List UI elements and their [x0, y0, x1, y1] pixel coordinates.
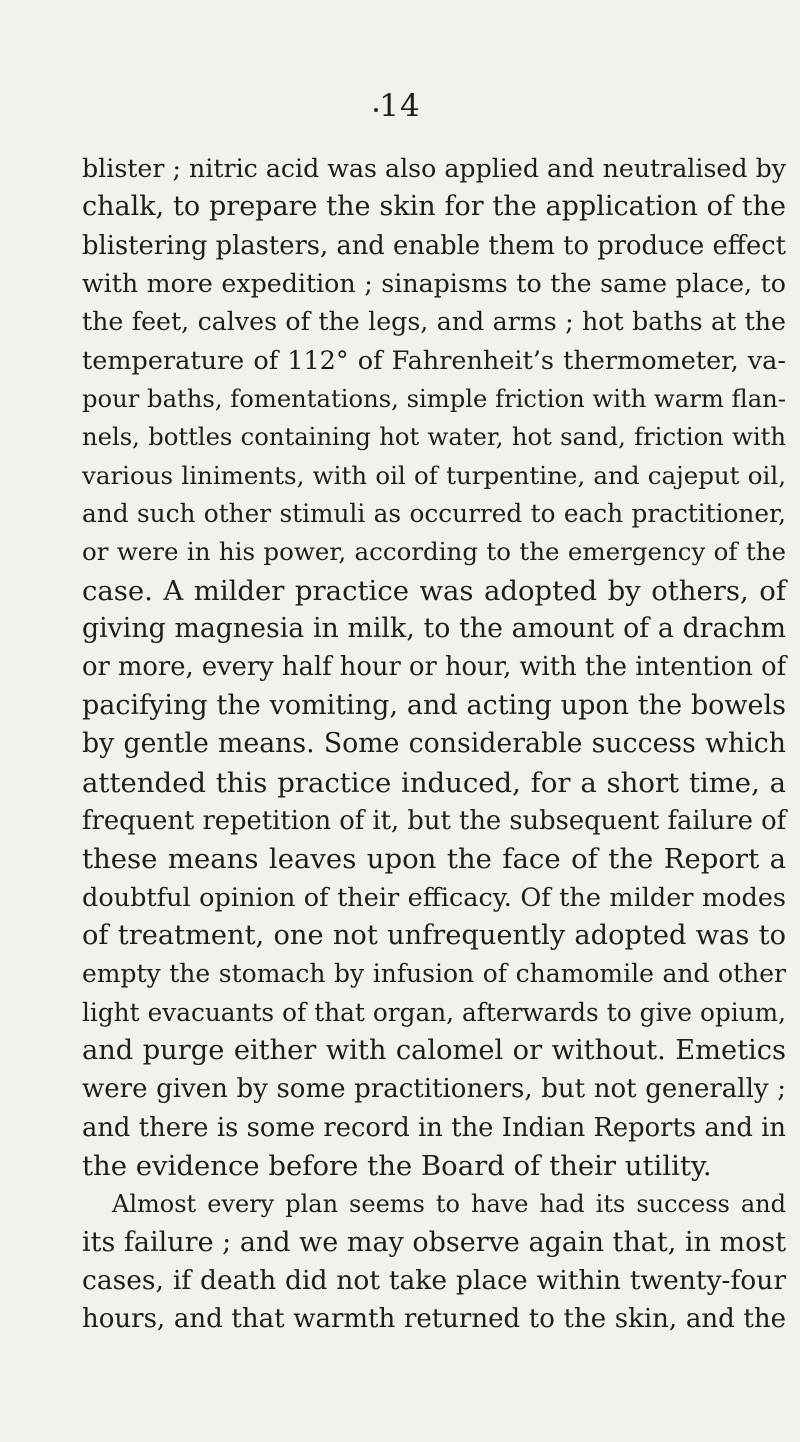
- text-line: its failure ; and we may observe again that, in most: [82, 1226, 787, 1258]
- text-line: these means leaves upon the face of the Report a: [82, 843, 786, 876]
- paragraph-first-line: Almost every plan seems to have had its success and: [112, 1190, 786, 1219]
- text-line: of treatment, one not unfrequently adopted was to: [82, 919, 786, 951]
- text-line: and such other stimuli as occurred to each practitioner,: [82, 499, 786, 529]
- text-line: blistering plasters, and enable them to produce effect: [82, 230, 786, 261]
- text-line: the evidence before the Board of their utility.: [82, 1149, 712, 1182]
- text-line: were given by some practitioners, but not generally ;: [82, 1074, 786, 1105]
- text-line: cases, if death did not take place within twenty-four: [82, 1264, 786, 1296]
- text-line: light evacuants of that organ, afterwards to give opium,: [82, 997, 786, 1027]
- text-line: pour baths, fomentations, simple friction with warm flan-: [82, 384, 786, 414]
- text-line: and purge either with calomel or without. Emetics: [82, 1034, 786, 1066]
- page-number: [0, 86, 800, 126]
- text-line: frequent repetition of it, but the subsequent failure of: [82, 805, 787, 836]
- text-line: and there is some record in the Indian Reports and in: [82, 1112, 786, 1143]
- text-line: pacifying the vomiting, and acting upon the bowels: [82, 689, 786, 721]
- text-line: attended this practice induced, for a short time, a: [82, 766, 786, 799]
- text-line: or were in his power, according to the emergency of the: [82, 537, 786, 567]
- text-line: with more expedition ; sinapisms to the same place, to: [82, 269, 786, 299]
- text-line: or more, every half hour or hour, with the intention of: [82, 652, 787, 683]
- text-line: doubtful opinion of their efficacy. Of the milder modes: [82, 882, 786, 913]
- text-line: nels, bottles containing hot water, hot sand, friction with: [82, 422, 786, 452]
- text-line: by gentle means. Some considerable success which: [82, 728, 786, 760]
- text-line: chalk, to prepare the skin for the application of the: [82, 191, 786, 223]
- page-number-text: 14: [379, 88, 421, 124]
- body-text: [82, 150, 786, 1339]
- text-line: empty the stomach by infusion of chamomile and other: [82, 959, 786, 989]
- text-line: various liniments, with oil of turpentine, and cajeput oil,: [82, 460, 786, 490]
- text-line: blister ; nitric acid was also applied and neutralised by: [82, 154, 786, 183]
- text-line: temperature of 112° of Fahrenheit’s thermometer, va-: [82, 345, 786, 376]
- stray-dot-mark: [374, 108, 378, 112]
- text-line: the feet, calves of the legs, and arms ; hot baths at the: [82, 307, 786, 337]
- text-line: case. A milder practice was adopted by others, of: [82, 574, 786, 607]
- text-line: hours, and that warmth returned to the skin, and the: [82, 1304, 786, 1335]
- text-line: giving magnesia in milk, to the amount of a drachm: [82, 613, 786, 645]
